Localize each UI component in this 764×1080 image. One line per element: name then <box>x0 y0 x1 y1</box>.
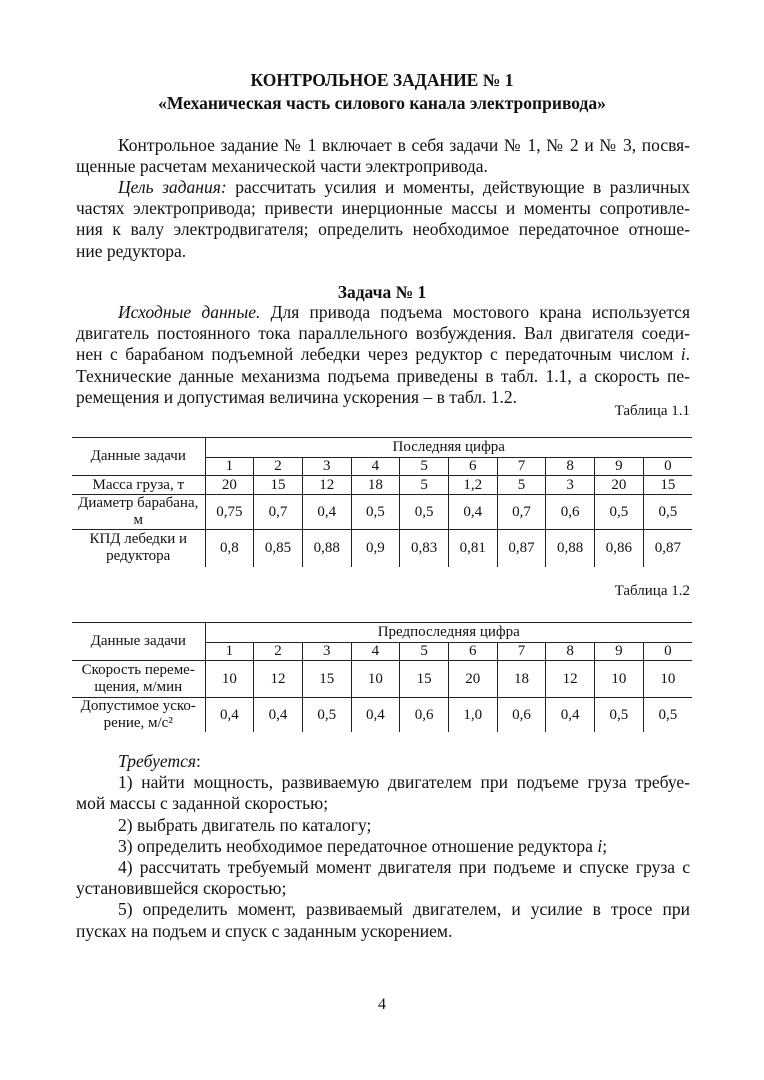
list-item-cont: установившейся скоростью; <box>76 878 287 899</box>
value-cell: 15 <box>302 661 351 698</box>
value-cell: 18 <box>497 661 546 698</box>
digit-cell: 9 <box>595 643 644 661</box>
text: ; <box>602 835 608 856</box>
list-item: 2) выбрать двигатель по каталогу; <box>118 814 372 835</box>
value-cell: 0,83 <box>400 530 449 567</box>
value-cell: 5 <box>400 476 449 495</box>
table-row <box>72 530 692 567</box>
value-cell: 0,88 <box>302 530 351 567</box>
digit-cell: 0 <box>643 458 692 476</box>
table-row <box>72 698 692 733</box>
digit-cell: 5 <box>400 643 449 661</box>
variable-i: i <box>680 344 686 365</box>
list-item <box>76 836 690 857</box>
value-cell: 0,9 <box>351 530 400 567</box>
text-line: Контрольное задание № 1 включает в себя задачи № 1, № 2 и № 3, посвя- <box>118 135 690 155</box>
list-item: 5) определить момент, развиваемый двигателем, и усилие в тросе при <box>118 899 690 920</box>
value-cell: 18 <box>351 476 400 495</box>
value-cell: 15 <box>400 661 449 698</box>
value-cell: 12 <box>254 661 303 698</box>
text-line <box>76 177 690 198</box>
table2-caption: Таблица 1.2 <box>614 583 690 599</box>
text-line: ремещения и допустимая величина ускорения – в табл. 1.2. <box>76 386 518 407</box>
digit-cell: 2 <box>254 458 303 476</box>
digit-cell: 3 <box>302 458 351 476</box>
digit-cell: 0 <box>643 643 692 661</box>
digit-cell: 4 <box>351 458 400 476</box>
digit-cell: 8 <box>546 643 595 661</box>
value-cell: 15 <box>254 476 303 495</box>
value-cell: 0,4 <box>205 698 254 733</box>
value-cell: 20 <box>205 476 254 495</box>
value-cell: 0,7 <box>254 495 303 530</box>
text-line: двигатель постоянного тока параллельного возбуждения. Вал двигателя соеди- <box>76 323 690 344</box>
row-label: КПД лебедки и редуктора <box>72 530 205 567</box>
intro-paragraph <box>76 135 690 177</box>
value-cell: 0,75 <box>205 495 254 530</box>
text-line: частях электропривода; привести инерционные массы и моменты сопротивле- <box>76 198 690 219</box>
text: Для привода подъема мостового крана используется <box>260 302 691 322</box>
value-cell: 10 <box>595 661 644 698</box>
value-cell: 0,5 <box>595 698 644 733</box>
value-cell: 0,86 <box>595 530 644 567</box>
table-row <box>72 476 692 495</box>
list-item: 1) найти мощность, развиваемую двигателем при подъеме груза требуе- <box>118 772 690 793</box>
group-header-cell: Предпоследняя цифра <box>205 623 692 643</box>
row-header-cell: Данные задачи <box>72 623 205 661</box>
text-line: ние редуктора. <box>76 240 187 261</box>
table1 <box>72 437 692 567</box>
digit-cell: 6 <box>448 643 497 661</box>
text: нен с барабаном подъемной лебедки через редуктор с передаточным числом <box>76 344 681 365</box>
list-item-cont: пусках на подъем и спуск с заданным ускорением. <box>76 920 453 941</box>
row-header-cell: Данные задачи <box>72 438 205 476</box>
source-data-label: Исходные данные. <box>118 302 261 322</box>
digit-cell: 6 <box>448 458 497 476</box>
digit-cell: 5 <box>400 458 449 476</box>
table-row <box>72 495 692 530</box>
value-cell: 0,4 <box>448 495 497 530</box>
header-row <box>72 623 692 643</box>
digit-cell: 9 <box>595 458 644 476</box>
digit-cell: 4 <box>351 643 400 661</box>
value-cell: 0,4 <box>254 698 303 733</box>
value-cell: 0,5 <box>595 495 644 530</box>
digit-cell: 8 <box>546 458 595 476</box>
value-cell: 12 <box>546 661 595 698</box>
text-line <box>76 302 690 323</box>
table-row <box>72 661 692 698</box>
goal-label: Цель задания: <box>118 177 227 197</box>
group-header-cell: Последняя цифра <box>205 438 692 458</box>
requirements <box>76 751 690 942</box>
value-cell: 1,2 <box>448 476 497 495</box>
row-label: Допустимое уско-рение, м/с² <box>72 698 205 733</box>
task-title: Задача № 1 <box>337 282 427 302</box>
value-cell: 15 <box>643 476 692 495</box>
text: Требуется <box>118 751 196 771</box>
text-line: щенные расчетам механической части электропривода. <box>76 156 488 177</box>
digit-cell: 7 <box>497 643 546 661</box>
list-item-cont: мой массы с заданной скоростью; <box>76 793 329 814</box>
text-line: ния к валу электродвигателя; определить необходимое передаточное отноше- <box>76 219 690 240</box>
digit-cell: 2 <box>254 643 303 661</box>
table1-caption: Таблица 1.1 <box>614 403 690 419</box>
value-cell: 0,85 <box>254 530 303 567</box>
text: 3) определить необходимое передаточное отношение редуктора <box>118 835 598 856</box>
text-line <box>76 344 690 365</box>
digit-cell: 1 <box>205 458 254 476</box>
value-cell: 0,4 <box>546 698 595 733</box>
value-cell: 0,88 <box>546 530 595 567</box>
value-cell: 0,6 <box>497 698 546 733</box>
list-item: 4) рассчитать требуемый момент двигателя при подъеме и спуске груза с <box>118 857 690 878</box>
value-cell: 0,6 <box>400 698 449 733</box>
text-line: Технические данные механизма подъема приведены в табл. 1.1, а скорость пе- <box>76 365 690 386</box>
row-label: Диаметр барабана, м <box>72 495 205 530</box>
digit-cell: 7 <box>497 458 546 476</box>
value-cell: 10 <box>643 661 692 698</box>
page-subtitle: «Механическая часть силового канала электропривода» <box>158 93 606 113</box>
value-cell: 1,0 <box>448 698 497 733</box>
row-label: Скорость переме-щения, м/мин <box>72 661 205 698</box>
value-cell: 5 <box>497 476 546 495</box>
header-row <box>72 438 692 458</box>
value-cell: 12 <box>302 476 351 495</box>
value-cell: 10 <box>205 661 254 698</box>
value-cell: 20 <box>448 661 497 698</box>
value-cell: 0,5 <box>302 698 351 733</box>
page-title: КОНТРОЛЬНОЕ ЗАДАНИЕ № 1 <box>250 70 514 90</box>
table2 <box>72 622 692 732</box>
digit-cell: 3 <box>302 643 351 661</box>
value-cell: 0,5 <box>400 495 449 530</box>
task-paragraph <box>76 302 690 408</box>
text: рассчитать усилия и моменты, действующие в различных <box>226 177 691 197</box>
value-cell: 20 <box>595 476 644 495</box>
value-cell: 0,4 <box>302 495 351 530</box>
variable-i: i <box>597 835 603 856</box>
value-cell: 3 <box>546 476 595 495</box>
requirements-heading <box>76 751 690 772</box>
text: . <box>685 344 690 365</box>
value-cell: 0,87 <box>643 530 692 567</box>
text: : <box>196 751 201 771</box>
value-cell: 0,81 <box>448 530 497 567</box>
value-cell: 0,8 <box>205 530 254 567</box>
goal-paragraph <box>76 177 690 262</box>
row-label: Масса груза, т <box>72 476 205 495</box>
value-cell: 0,5 <box>643 495 692 530</box>
page-number: 4 <box>378 996 386 1013</box>
value-cell: 0,87 <box>497 530 546 567</box>
value-cell: 10 <box>351 661 400 698</box>
value-cell: 0,6 <box>546 495 595 530</box>
value-cell: 0,7 <box>497 495 546 530</box>
value-cell: 0,5 <box>351 495 400 530</box>
value-cell: 0,4 <box>351 698 400 733</box>
value-cell: 0,5 <box>643 698 692 733</box>
digit-cell: 1 <box>205 643 254 661</box>
